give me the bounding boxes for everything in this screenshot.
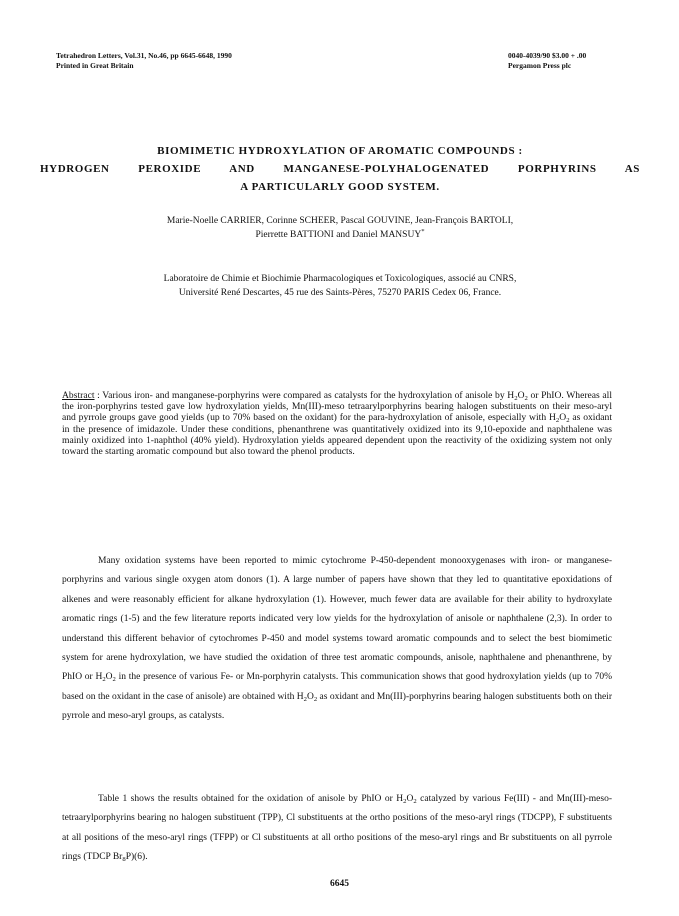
abstract-text: or PhIO. Whereas all the iron-porphyrins tested gave low hydroxylation yields, Mn(III)-meso tetraarylporphyrins bearing halogen substituents on their meso-aryl and pyrrole groups gave good yields (up to 70% based on the oxidant) for the para-hydroxylation of anisole, especially with H	[62, 390, 612, 424]
subscript: 8	[122, 856, 126, 864]
subscript: 2	[413, 798, 417, 805]
journal-citation	[56, 51, 232, 71]
abstract-text: as oxidant in the presence of imidazole. Under these conditions, phenanthrene was quantitatively oxidized into its 9,10-epoxide and naphthalene was mainly oxidized into 1-naphthol (40% yield). Hydroxylation yields appeared dependent upon the reactivity of the oxidizing system not only toward the starting aromatic compound but also toward the phenol products.	[62, 412, 612, 458]
publisher-line: Pergamon Press plc	[508, 61, 572, 70]
body-paragraph-1	[62, 552, 612, 727]
subscript: 2	[102, 676, 106, 684]
authors-line-2	[60, 228, 620, 242]
page-number: 6645	[330, 879, 349, 889]
abstract-label: Abstract	[62, 390, 95, 401]
title-line-1: BIOMIMETIC HYDROXYLATION OF AROMATIC COMPOUNDS :	[157, 145, 523, 157]
author-list	[60, 214, 620, 242]
printed-in-line: Printed in Great Britain	[56, 61, 134, 70]
abstract-sep: :	[94, 390, 103, 401]
subscript: 2	[555, 417, 560, 425]
citation-line: Tetrahedron Letters, Vol.31, No.46, pp 6645-6648, 1990	[56, 51, 232, 60]
paragraph-text: Many oxidation systems have been reported to mimic cytochrome P-450-dependent monooxygenases with iron- or manganese-porphyrins and various single oxygen atom donors (1). A large number of papers have shown that they led to quantitative epoxidations of alkenes and were reasonably efficient for alkane hydroxylation (1). However, much fewer data are available for their ability to hydroxylate aromatic rings (1-5) and the few literature reports indicated very low yields for the hydroxylation of anisole or naphthalene (2,3). In order to understand this different behavior of cytochromes P-450 and model systems toward aromatic compounds and to select the best biomimetic system for arene hydroxylation, we have studied the oxidation of three test aromatic compounds, anisole, naphthalene and phenanthrene, by PhIO or H	[62, 556, 612, 683]
abstract-text: O	[517, 390, 525, 401]
subscript: 2	[303, 695, 307, 703]
subscript: 2	[566, 417, 570, 425]
title-line-2: HYDROGEN PEROXIDE AND MANGANESE-POLYHALOGENATED PORPHYRINS AS	[40, 163, 640, 175]
abstract-text: Various iron- and manganese-porphyrins were compared as catalysts for the hydroxylation of anisole by H	[102, 390, 515, 401]
paragraph-text: catalyzed by various Fe(III) - and Mn(III)-meso-tetraarylporphyrins bearing no halogen substituent (TPP), Cl substituents at the ortho positions of the meso-aryl rings (TDCPP), F substituents at all positions of the meso-aryl rings (TFPP) or Cl substituents at all ortho positions of the meso-aryl rings and Br substituents on all pyrrole rings (TDCP Br	[62, 794, 613, 863]
subscript: 2	[313, 695, 318, 703]
article-title	[40, 142, 640, 196]
affiliation	[60, 272, 620, 300]
paragraph-text: as oxidant and Mn(III)-porphyrins bearing halogen substituents both on their pyrrole and meso-aryl groups, as catalysts.	[62, 691, 612, 722]
affiliation-line-2: Université René Descartes, 45 rue des Saints-Pères, 75270 PARIS Cedex 06, France.	[178, 288, 502, 298]
subscript: 2	[403, 798, 407, 805]
corresponding-author-mark: *	[421, 227, 425, 235]
paragraph-text: in the presence of various Fe- or Mn-porphyrin catalysts. This communication shows that good hydroxylation yields (up to 70% based on the oxidant in the case of anisole) are obtained with H	[62, 672, 612, 702]
affiliation-line-1: Laboratoire de Chimie et Biochimie Pharmacologiques et Toxicologiques, associé au CNRS,	[163, 274, 517, 284]
title-line-3: A PARTICULARLY GOOD SYSTEM.	[240, 181, 440, 193]
subscript: 2	[112, 676, 116, 684]
authors-line-2-text: Pierrette BATTIONI and Daniel MANSUY	[255, 230, 422, 240]
authors-line-1: Marie-Noelle CARRIER, Corinne SCHEER, Pascal GOUVINE, Jean-François BARTOLI,	[166, 216, 514, 226]
publisher-info	[508, 51, 586, 71]
paragraph-text: Table 1 shows the results obtained for the oxidation of anisole by PhIO or H	[98, 794, 404, 804]
body-paragraph-2	[62, 790, 612, 868]
paragraph-text: O	[105, 672, 113, 683]
issn-price-line: 0040-4039/90 $3.00 + .00	[508, 51, 587, 60]
paragraph-text: O	[306, 691, 314, 702]
abstract-text: O	[559, 412, 567, 424]
subscript: 2	[514, 395, 518, 402]
abstract	[62, 390, 612, 457]
paragraph-text: O	[406, 794, 414, 804]
paragraph-text: P)(6).	[125, 852, 148, 863]
subscript: 2	[524, 395, 528, 402]
